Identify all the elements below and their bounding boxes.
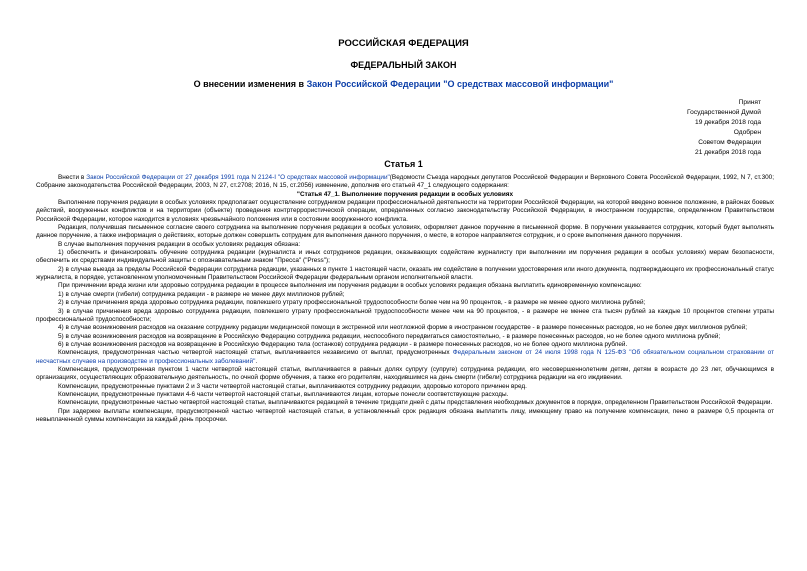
article-body: [36, 174, 774, 424]
body-paragraph: 1) обеспечить и финансировать обучение сотрудника редакции (журналиста и иных сотрудников редакции, оказывающих содействие журналисту при выполнении им поручения редакции в особых условиях) мерам безопасности, обеспечить их средствами индивидуальной защиты с опознавательным знаком "Пресса" ("Press");: [36, 249, 774, 265]
body-paragraph: Компенсация, предусмотренная пунктом 1 части четвертой настоящей статьи, выплачивается в равных долях супругу (супруге) сотрудника редакции, его несовершеннолетним детям, детям в возрасте до 23 лет, обучающимся в организациях, осуществляющих образовательную деятельность, по очной форме обучения, а также его родителям, находившимся на день смерти (гибели) сотрудника редакции на его иждивении.: [36, 365, 774, 382]
body-paragraph: 6) в случае возникновения расходов на возвращение в Российскую Федерацию тела (останков) сотрудника редакции - в размере понесенных расходов, но не более одного миллиона рублей.: [58, 340, 628, 348]
new-article-title: "Статья 47_1. Выполнение поручения редакции в особых условиях: [296, 190, 514, 198]
body-paragraph: При причинении вреда жизни или здоровью сотрудника редакции в процессе выполнения им поручения редакции в особых условиях редакция обязана выплатить единовременную компенсацию:: [58, 282, 642, 290]
law-title: [0, 79, 807, 89]
adoption-line: 19 декабря 2018 года: [695, 119, 761, 126]
law-title-prefix: О внесении изменения в: [193, 79, 307, 89]
compensation-text-tail: .: [255, 357, 258, 365]
country-heading: РОССИЙСКАЯ ФЕДЕРАЦИЯ: [338, 38, 469, 49]
body-paragraph: 3) в случае причинения вреда здоровью сотрудника редакции, повлекшего утрату профессиональной трудоспособности менее чем на 90 процентов, - в размере не менее ста тысяч рублей за каждые 10 процентов степени утраты профессиональной трудоспособности;: [36, 307, 774, 323]
adoption-line: Советом Федерации: [698, 139, 761, 146]
compensation-paragraph: [36, 349, 774, 366]
body-paragraph: В случае выполнения поручения редакции в особых условиях редакция обязана:: [58, 240, 301, 248]
adoption-info: [687, 98, 761, 158]
adoption-line: 21 декабря 2018 года: [695, 149, 761, 156]
intro-text-tail: (Ведомости Съезда народных депутатов Российской Федерации и Верховного Совета Российской Федерации, 1992, N 7, ст.300; Собрание законодательства Российской Федерации, 2003, N 27, ст.2708; 2016, N 15, ст.2056) изменение, дополнив его статьей 47_1 следующего содержания:: [36, 174, 775, 190]
body-paragraph: 1) в случае смерти (гибели) сотрудника редакции - в размере не менее двух миллионов рублей;: [58, 290, 345, 298]
body-paragraph: 2) в случае причинения вреда здоровью сотрудника редакции, повлекшего утрату профессиональной трудоспособности более чем на 90 процентов, - в размере не менее одного миллиона рублей;: [58, 299, 646, 307]
body-paragraph: Редакция, получившая письменное согласие своего сотрудника на выполнение поручения редакции в особых условиях, оформляет данное поручение в письменной форме. В поручении указывается сотрудник, который будет выполнять данное поручение, а также информация о действиях, которые должен совершить сотрудник для выполнения данного поручения, о месте, в которое направляется сотрудник, и о сроке выполнения данного поручения.: [36, 224, 774, 240]
intro-text: Внести в: [58, 174, 87, 181]
body-paragraph: Компенсации, предусмотренные пунктами 4-6 части четвертой настоящей статьи, выплачиваются лицам, которые понесли соответствующие расходы.: [58, 390, 509, 398]
body-paragraph: Компенсации, предусмотренные частью четвертой настоящей статьи, выплачиваются редакцией в течение тридцати дней с даты представления необходимых документов в порядке, определенном Правительством Российской Федерации.: [58, 399, 773, 407]
compensation-text: Компенсация, предусмотренная частью четвертой настоящей статьи, выплачивается независимо от выплат, предусмотренных: [58, 349, 453, 357]
body-paragraph: Выполнение поручения редакции в особых условиях предполагает осуществление сотрудником редакции профессиональной деятельности на территории Российской Федерации, на которой введено военное положение, в районах боевых действий, вооруженных конфликтов и на территории (объекте) проведения контртеррористической операции, определенных согласно законодательству Российской Федерации, в иностранном государстве, определенном Правительством Российской Федерации, которое находится в условиях чрезвычайного положения или в состоянии вооруженного конфликта.: [36, 199, 774, 223]
body-paragraph: 5) в случае возникновения расходов на возвращение в Российскую Федерацию сотрудника редакции, неспособного передвигаться самостоятельно, - в размере понесенных расходов, но не более одного миллиона рублей;: [58, 332, 721, 340]
law-reference-link[interactable]: Закон Российской Федерации от 27 декабря 1991 года N 2124-I "О средствах массовой информации": [86, 174, 390, 181]
federal-law-link[interactable]: Федеральным законом от 24 июля 1998 года N 125-ФЗ "Об обязательном социальном страховании от несчастных случаев на производстве и профессиональных заболеваний": [36, 349, 774, 365]
body-paragraph: 4) в случае возникновения расходов на оказание сотруднику редакции медицинской помощи в экстренной или неотложной форме в иностранном государстве - в размере понесенных расходов, но не более двух миллионов рублей;: [58, 324, 748, 332]
body-paragraph: 2) в случае выезда за пределы Российской Федерации сотрудника редакции, указанных в пункте 1 настоящей части, оказать им содействие в получении удостоверения или иного документа, подтверждающего их профессиональный статус журналиста, в порядке, установленном уполномоченным Правительством Российской Федерации федеральным органом исполнительной власти.: [36, 265, 774, 282]
article-heading: Статья 1: [384, 159, 423, 169]
law-title-link[interactable]: Закон Российской Федерации "О средствах массовой информации": [306, 79, 614, 89]
body-paragraph: Компенсации, предусмотренные пунктами 2 и 3 части четвертой настоящей статьи, выплачиваются сотруднику редакции, здоровью которого причинен вред.: [58, 382, 527, 390]
adoption-line: Государственной Думой: [687, 109, 761, 116]
adoption-line: Одобрен: [733, 129, 761, 136]
intro-paragraph: [36, 174, 774, 191]
adoption-line: Принят: [738, 99, 761, 106]
law-type-heading: ФЕДЕРАЛЬНЫЙ ЗАКОН: [350, 60, 457, 70]
body-paragraph: При задержке выплаты компенсации, предусмотренной частью четвертой настоящей статьи, в установленный срок редакция обязана выплатить лицу, имеющему право на получение компенсации, пеню в размере 0,5 процента от невыплаченной суммы компенсации за каждый день просрочки.: [36, 407, 774, 423]
